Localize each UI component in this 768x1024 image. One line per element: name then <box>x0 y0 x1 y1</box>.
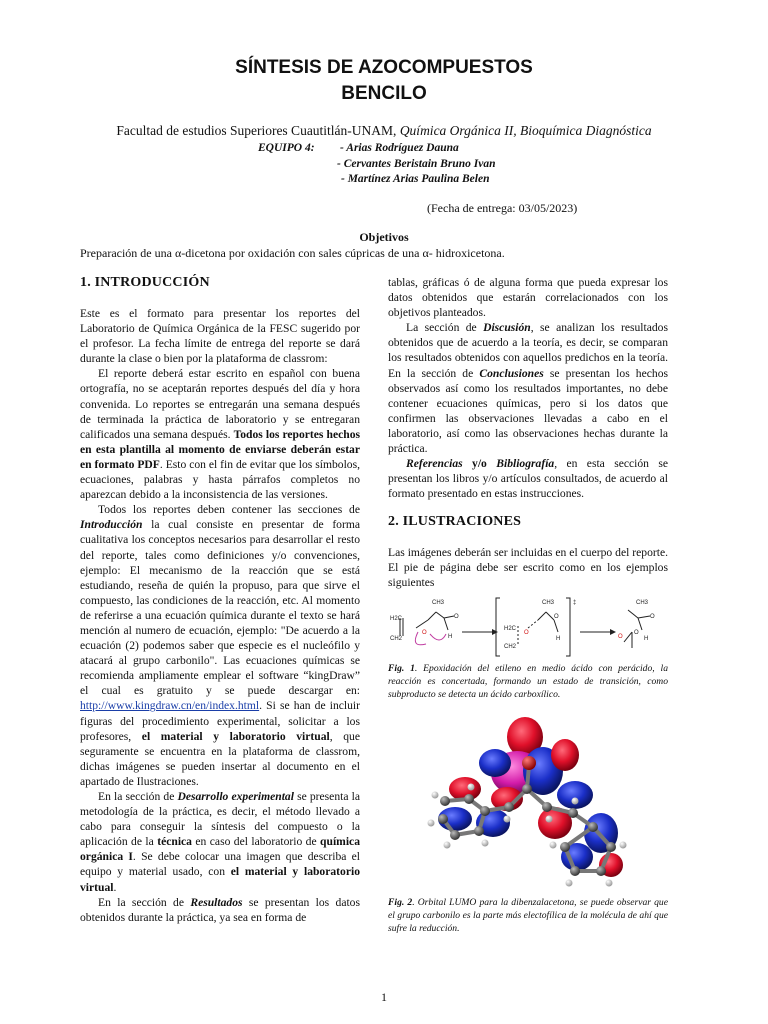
scheme-label: CH3 <box>542 600 555 606</box>
scheme-label: CH3 <box>432 600 445 606</box>
bond <box>638 616 650 618</box>
text-run: . Se debe colocar una imagen que describa el equipo y material usado, con <box>80 850 361 879</box>
text-run: la cual consiste en presentar de forma cualitativa los conceptos necesarios para desarrollar el resto del reporte, tales como definiciones y/o convenciones, ejemplo: El mecanismo de la reacción que se está estudiando, reseña de quién la propuso, para que sirve el compuesto, las condiciones de la reacción, etc. Al momento de referirse a una ecuación química durante el texto se hará mención al numero de ecuación, ejemplo: "De acuerdo a la ecuación (2) podemos saber que especie es el nucleófilo y atacará al grupo carbonilo". Las ecuaciones químicas se recomienda ampliamente emplear el software “kingDraw” el cual es gratuito y se puede descargar en: <box>80 518 360 698</box>
caption-text: . Epoxidación del etileno en medio ácido con perácido, la reacción es concertada, formando un estado de transición, como subproducto se detecta un ácido carboxílico. <box>388 663 668 700</box>
affiliation-institution: Facultad de estudios Superiores Cuautitlán-UNAM, <box>116 123 400 138</box>
objectives-heading: Objetivos <box>359 230 409 244</box>
delivery-date: (Fecha de entrega: 03/05/2023) <box>427 201 578 215</box>
lobe-blue <box>557 781 593 809</box>
bold-run: química orgánica I <box>80 835 360 864</box>
bond <box>624 632 632 642</box>
figure-1-caption <box>388 663 668 701</box>
right-paragraph-2 <box>388 320 668 456</box>
figure-2-label: Fig. 2 <box>388 897 413 908</box>
page-number: 1 <box>381 990 387 1004</box>
bond <box>628 610 638 618</box>
scheme-label: O <box>454 614 459 620</box>
right-paragraph-1: tablas, gráficas ó de alguna forma que pueda expresar los datos obtenidos que estarán correlacionados con los objetivos planteados. <box>388 276 668 320</box>
lumo-orbital-figure <box>425 715 630 893</box>
figure-2-caption <box>388 897 668 935</box>
right-paragraph-3 <box>388 456 668 501</box>
reaction-scheme-figure <box>388 590 670 662</box>
lobe-red <box>551 739 579 771</box>
text-run: . <box>113 880 117 894</box>
scheme-label: O <box>422 630 427 636</box>
scheme-label: CH3 <box>636 600 649 606</box>
text-run: Todos los reportes deben contener las secciones de <box>98 503 360 517</box>
bold-italic-run: Discusión <box>483 321 531 335</box>
bond <box>416 620 428 628</box>
text-run: . Si se han de incluir figuras del procedimiento experimental, solicitar a los profesores, <box>80 699 360 743</box>
bold-italic-run: Introducción <box>80 518 143 532</box>
text-run: . Esto con el fin de evitar que los símbolos, ecuaciones, palabras y hasta párrafos completos no aparezcan debido a la inconsistencia de las versiones. <box>80 457 361 502</box>
bracket-left <box>496 598 500 656</box>
text-run: El reporte deberá estar escrito en español con buena ortografía, no se aceptarán reportes después del día y hora convenida. Lo reportes se entregarán una semana después de terminada la práctica de laboratorio y se entregaran calificados una semana después. <box>80 367 360 441</box>
author-1: - Arias Rodríguez Dauna <box>340 142 459 154</box>
text-run: se presentan los datos obtenidos durante la práctica, ya sea en forma de <box>80 895 360 924</box>
scheme-label: H2C <box>390 616 403 622</box>
bold-italic-run: Desarrollo experimental <box>177 790 294 803</box>
section-heading-ilustraciones: 2. ILUSTRACIONES <box>388 514 522 529</box>
author-2: - Cervantes Beristain Bruno Ivan <box>337 158 496 170</box>
title-line-2: BENCILO <box>341 83 427 104</box>
text-run: La sección de <box>406 321 484 335</box>
bold-run: Todos los reportes hechos en esta plantilla al momento de enviarse deberán estar en formato PDF <box>80 427 361 471</box>
bond <box>538 612 546 620</box>
scheme-label: O <box>650 614 655 620</box>
bond <box>638 618 642 630</box>
scheme-label: H2C <box>504 626 517 632</box>
text-run: se presenta la metodología de la práctica, es decir, el método llevado a cabo para conseguir la síntesis del compuesto o la aplicación de la <box>80 790 360 849</box>
caption-text: . Orbital LUMO para la dibenzalacetona, se puede observar que el grupo carbonilo es la parte más electofílica de la molécula de ahí que sufre la reducción. <box>388 897 668 934</box>
intro-paragraph-2 <box>80 366 360 502</box>
bold-run: el material y laboratorio virtual <box>80 865 360 894</box>
bold-italic-run: Conclusiones <box>479 366 544 380</box>
scheme-label: O <box>524 630 529 636</box>
text-run: En la sección de <box>98 895 191 909</box>
affiliation-courses: Química Orgánica II, Bioquímica Diagnóstica <box>399 123 652 138</box>
title-line-1: SÍNTESIS DE AZOCOMPUESTOS <box>235 57 533 78</box>
scheme-label: H <box>448 634 453 640</box>
partial-bond <box>528 620 538 628</box>
text-run: , se analizan los resultados obtenidos que de acuerdo a la teoría, es decir, se comparan los resultados obtenidos con aquellos predichos en la teoría. En la sección de <box>388 321 668 380</box>
intro-paragraph-1: Este es el formato para presentar los reportes del Laboratorio de Química Orgánica de la FESC sugerido por el profesor. La fecha límite de entrega del reporte se dará durante la clase o bien por la plataforma de classrom: <box>80 307 360 366</box>
right-column <box>388 275 668 501</box>
author-3: - Martínez Arias Paulina Belen <box>341 173 490 185</box>
scheme-label: CH2 <box>390 636 403 642</box>
scheme-label: H <box>556 636 561 642</box>
bond <box>546 612 554 620</box>
scheme-label: H <box>644 636 649 642</box>
lobe-blue <box>479 749 511 777</box>
bold-italic-run: Resultados <box>190 895 243 909</box>
oxygen-atom <box>522 756 536 770</box>
text-run: En la sección de <box>98 790 178 803</box>
scheme-label: O <box>634 630 639 636</box>
bold-italic-run: Referencias <box>406 457 463 471</box>
bond <box>444 616 454 618</box>
bold-run: el material y laboratorio virtual <box>141 729 330 743</box>
affiliation <box>0 123 768 139</box>
left-column <box>80 306 360 925</box>
electron-arrow <box>430 634 446 640</box>
intro-paragraph-4 <box>80 789 360 895</box>
arrow-head <box>610 629 616 635</box>
bond <box>554 620 558 632</box>
text-run: , en esta sección se presentan los libros y/o artículos consultados, de acuerdo al formato presentado en estas instrucciones. <box>388 457 668 501</box>
bracket-right <box>566 598 570 656</box>
bond <box>436 612 444 618</box>
scheme-label: O <box>618 634 623 640</box>
intro-paragraph-3 <box>80 502 360 789</box>
arrow-head <box>492 629 498 635</box>
text-run: en caso del laboratorio de <box>191 835 321 849</box>
intro-paragraph-5 <box>80 895 360 925</box>
bond <box>444 618 448 630</box>
objectives-text: Preparación de una α-dicetona por oxidación con sales cúpricas de una α- hidroxicetona. <box>80 246 505 260</box>
bond <box>428 612 436 620</box>
section-heading-introduccion: 1. INTRODUCCIÓN <box>80 275 210 290</box>
scheme-label: O <box>554 614 559 620</box>
team-label: EQUIPO 4: <box>258 142 315 154</box>
scheme-label: ‡ <box>573 600 577 606</box>
illustrations-text: Las imágenes deberán ser incluidas en el cuerpo del reporte. El pie de página debe ser escrito como en los ejemplos siguientes <box>388 546 668 590</box>
bold-run: técnica <box>157 835 192 849</box>
text-run: se presentan los hechos observados así como los resultados importantes, no debe contener ecuaciones químicas, pero si los datos que confirmen las observaciones llevadas a cabo en el laboratorio, así como las observaciones hechas durante la práctica. <box>388 366 668 456</box>
figure-1-label: Fig. 1 <box>388 663 415 674</box>
kingdraw-link[interactable]: http://www.kingdraw.cn/en/index.html <box>80 699 260 713</box>
scheme-label: CH2 <box>504 644 517 650</box>
bold-italic-run: Bibliografía <box>496 457 555 471</box>
text-run: , que seguramente se encuentra en la plataforma de classrom, dichas imágenes se pueden insertar al documento en el apartado de Ilustraciones. <box>80 729 360 788</box>
bold-run: y/o <box>462 457 497 471</box>
